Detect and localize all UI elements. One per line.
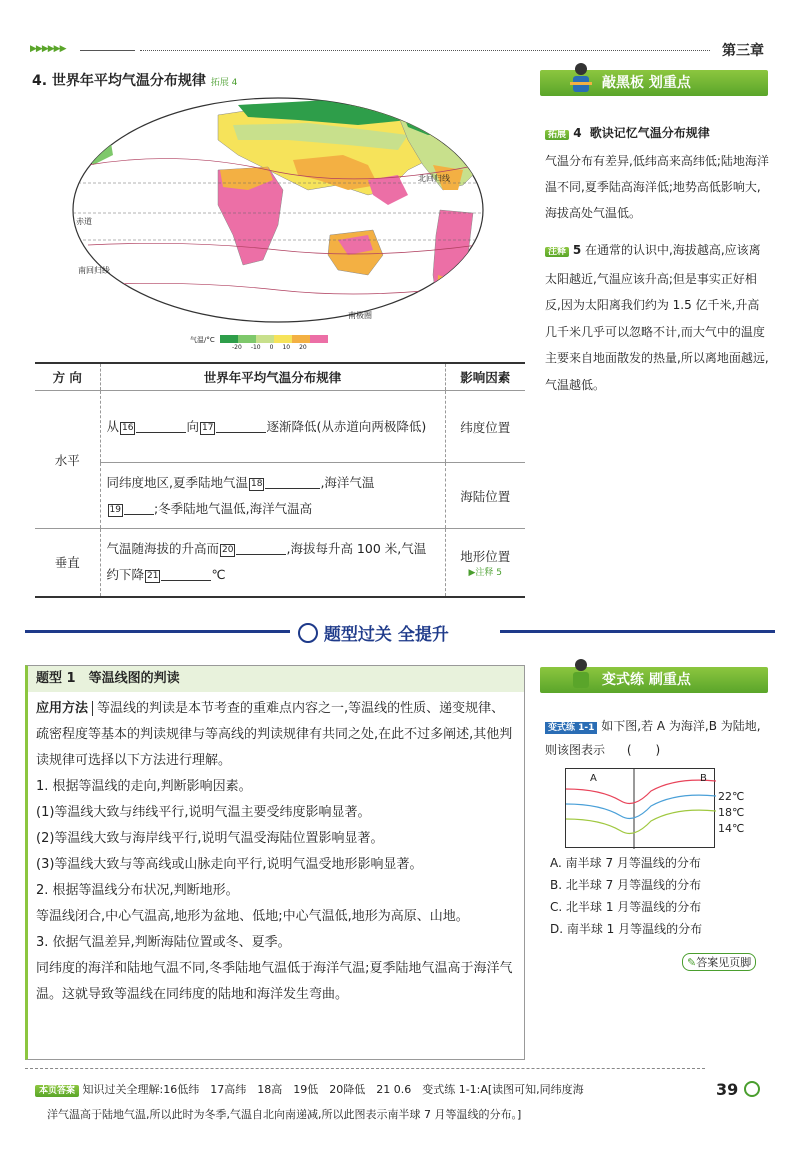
dir-vertical: 垂直 [35,529,100,597]
section4-tag: 拓展 4 [210,78,238,88]
type1-box [25,665,525,1060]
map-label-nanjiquan: 南极圈 [348,311,372,320]
fill-blank[interactable] [136,432,186,433]
tip5-tag: 注释 [545,247,569,257]
option-b[interactable]: B. 北半球 7 月等温线的分布 [550,878,702,892]
rule-text: ;冬季陆地气温低,海洋气温高 [153,500,313,516]
footer-line2: 洋气温高于陆地气温,所以此时为冬季,气温自北向南递减,所以此图表示南半球 7 月等温线的分布。] [47,1108,522,1121]
rule-text: ,海洋气温 [320,474,375,490]
practice-question-text: 如下图,若 A 为海洋,B 为陆地,则该图表示 [545,719,761,757]
temp-label: 22℃ [718,790,745,803]
option-c[interactable]: C. 北半球 1 月等温线的分布 [550,900,702,914]
method-line: (3)等温线大致与等高线或山脉走向平行,说明气温受地形影响显著。 [36,857,423,872]
page-number [716,1080,760,1099]
tip5 [545,237,770,398]
legend-tick: 10 [282,344,291,351]
label-b: B [700,773,707,784]
isotherm-diagram [565,768,715,848]
footer-tag: 本页答案 [35,1085,79,1097]
rule-text: 气温随海拔的升高而 [106,541,220,557]
tip5-num: 5 [572,243,582,257]
legend-tick: -20 [232,344,242,351]
options-list [550,852,770,940]
answer-paren[interactable]: ( ) [626,743,661,757]
tip4-body: 气温分布有差异,低纬高来高纬低;陆地海洋温不同,夏季陆高海洋低;地势高低影响大,海拔高处气温低。 [545,154,769,220]
page-number-text: 39 [716,1080,739,1099]
answer-link-text: 答案见页脚 [696,956,752,969]
fill-blank[interactable] [265,488,320,489]
method-line: 等温线闭合,中心气温高,地形为盆地、低地;中心气温低,地形为高原、山地。 [36,909,469,924]
table-row [35,529,525,597]
method-line: 2. 根据等温线分布状况,判断地形。 [36,883,239,898]
footer-rule [25,1068,705,1069]
legend-tick: 0 [269,344,274,351]
blank-number: 17 [201,422,214,433]
rule-table-wrap [35,362,525,598]
footer-answers [35,1078,703,1127]
legend-swatch [238,335,256,343]
blank-number: 18 [250,478,263,489]
world-temperature-map [68,95,488,360]
map-legend [190,335,370,355]
option-d[interactable]: D. 南半球 1 月等温线的分布 [550,922,703,936]
rule-text: 从 [106,418,120,434]
map-label-nanhuiguixian: 南回归线 [78,266,110,275]
practice-num: 1-1 [578,723,595,733]
legend-ticks [232,344,307,351]
rule-text: 逐渐降低(从赤道向两极降低) [266,418,427,434]
rule-cell [100,391,445,463]
section-banner-rule-right [500,630,775,633]
method-line: (2)等温线大致与海岸线平行,说明气温受海陆位置影响显著。 [36,831,384,846]
section4-title-text: 4. 世界年平均气温分布规律 [32,73,206,89]
method-line: 1. 根据等温线的走向,判断影响因素。 [36,779,252,794]
legend-swatch [256,335,274,343]
method-label: 应用方法 [36,701,93,716]
fill-blank[interactable] [124,514,154,515]
legend-swatch [310,335,328,343]
map-svg [68,95,488,360]
blank-number: 19 [109,504,121,515]
header-dots: ▶▶▶▶▶▶ [30,44,66,54]
legend-swatches [220,335,328,343]
legend-tick: 20 [299,344,307,351]
legend-swatch [220,335,238,343]
factor-cell: 海陆位置 [445,463,525,529]
th-rule: 世界年平均气温分布规律 [100,363,445,391]
stopwatch-icon [744,1081,760,1097]
temp-label: 14℃ [718,822,745,835]
fill-blank[interactable] [161,580,211,581]
rule-text: 向 [186,418,199,434]
factor-cell: 纬度位置 [445,391,525,463]
label-a: A [590,773,597,784]
legend-swatch [292,335,310,343]
factor-cell [445,529,525,597]
option-a[interactable]: A. 南半球 7 月等温线的分布 [550,856,701,870]
rule-table [35,362,525,598]
section4-title [32,70,237,90]
isotherm-svg [566,769,716,849]
banner-text: 敲黑板 划重点 [602,75,691,91]
blank-number: 21 [147,571,159,582]
teacher-svg [568,62,594,94]
factor-text: 地形位置 [460,548,511,564]
rule-cell [100,529,445,597]
method-para [36,696,516,774]
table-row [35,463,525,529]
legend-swatch [274,335,292,343]
tip4-title: 歌诀记忆气温分布规律 [589,126,710,140]
legend-label: 气温/°C [190,336,215,344]
temp-label: 18℃ [718,806,745,819]
pin-icon: ✎ [687,956,697,969]
fill-blank[interactable] [216,432,266,433]
blank-number: 20 [222,545,234,556]
rule-text: 同纬度地区,夏季陆地气温 [106,474,248,490]
rule-cell [100,463,445,529]
rule-text: ,海拔每升高 100 米,气温约下降 [106,541,427,583]
tip4-num: 4 [573,126,582,140]
practice-banner-text: 变式练 刷重点 [602,672,691,688]
header-rule-right [140,50,710,51]
tip4-tag: 拓展 [545,130,569,140]
section-banner-rule-left [25,630,290,633]
table-header-row [35,363,525,391]
method-line: 同纬度的海洋和陆地气温不同,冬季陆地气温低于海洋气温;夏季陆地气温高于海洋气温。这就导致等温线在同纬度的陆地和海洋发生弯曲。 [36,961,513,1002]
method-block [28,692,524,1008]
tip5-body: 在通常的认识中,海拔越高,应该离太阳越近,气温应该升高;但是事实正好相反,因为太阳离我们约为 1.5 亿千米,升高几千米几乎可以忽略不计,而大气中的温度主要来自地面散发的热量,所以离地面越远,气温越低。 [545,243,769,392]
footer-line1: 知识过关全理解:16低纬 17高纬 18高 19低 20降低 21 0.6 变式练 1-1:A[读图可知,同纬度海 [82,1083,584,1096]
banner-icon [298,623,318,643]
section-banner [298,620,449,645]
method-line: 等温线的判读是本节考查的重难点内容之一,等温线的性质、递变规律、疏密程度等基本的判读规律与等高线的判读规律有共同之处,在此不过多阐述,其他判读规律可选择以下方法进行理解。 [36,701,513,768]
map-label-chidao: 赤道 [76,217,92,226]
tip4-heading [545,120,770,148]
th-direction: 方 向 [35,363,100,391]
tip4 [545,120,770,226]
teacher-icon [568,62,594,94]
answer-link[interactable] [682,953,756,971]
annotation-tag[interactable]: ▶注释 5 [468,567,502,578]
section-banner-text: 题型过关 全提升 [323,625,449,645]
student-icon [568,658,594,690]
fill-blank[interactable] [236,554,286,555]
header-rule-left [80,50,135,51]
blank-number: 16 [122,422,134,433]
student-svg [568,658,594,690]
table-row [35,391,525,463]
th-factor: 影响因素 [445,363,525,391]
type1-title: 题型 1 等温线图的判读 [28,666,524,692]
method-line: (1)等温线大致与纬线平行,说明气温主要受纬度影响显著。 [36,805,371,820]
rule-text: ℃ [211,567,226,583]
method-line: 3. 依据气温差异,判断海陆位置或冬、夏季。 [36,935,291,950]
dir-horizontal: 水平 [35,391,100,529]
legend-tick: -10 [250,344,261,351]
chapter-label: 第三章 [722,43,764,59]
map-label-beihuiguixian: 北回归线 [418,174,450,183]
practice-question [545,715,770,761]
practice-tag-text: 变式练 [548,723,576,733]
practice-tag [545,722,597,734]
